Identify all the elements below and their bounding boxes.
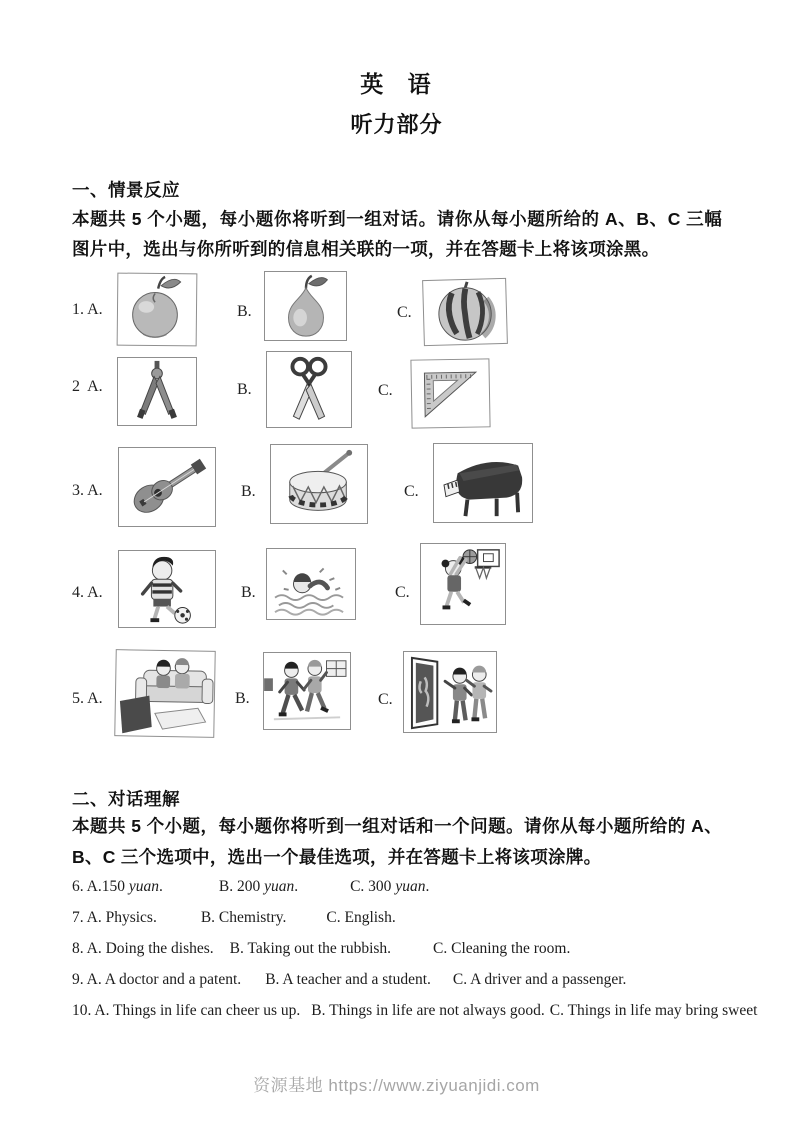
set-square-image — [410, 358, 490, 428]
footer-watermark — [0, 1071, 793, 1096]
question3-option-a-label: 3. A. — [72, 482, 103, 499]
question9-option-b: B. A teacher and a student. — [265, 971, 431, 988]
page-title: 英 语 — [360, 71, 433, 97]
question3-option-b-label: B. — [241, 483, 256, 500]
question-8 — [72, 940, 752, 958]
question10-option-a: 10. A. Things in life can cheer us up. — [72, 1002, 301, 1019]
girl-playing-basketball-image — [420, 543, 506, 625]
question-6 — [72, 878, 752, 896]
picture-question-row-4 — [0, 541, 793, 631]
question-9 — [72, 971, 752, 989]
section1-heading: 一、情景反应 — [72, 180, 180, 200]
question8-option-c: C. Cleaning the room. — [433, 940, 571, 957]
question1-option-b-label: B. — [237, 303, 252, 320]
question9-option-a: 9. A. A doctor and a patent. — [72, 971, 242, 988]
question8-option-a: 8. A. Doing the dishes. — [72, 940, 214, 957]
grand-piano-image — [433, 443, 533, 523]
question5-option-a-label: 5. A. — [72, 690, 103, 707]
children-viewing-picture-image — [403, 651, 497, 733]
child-swimming-image — [266, 548, 356, 620]
question4-option-b-label: B. — [241, 584, 256, 601]
question6-option-a: 6. A.150 yuan. — [72, 878, 163, 895]
question9-option-c: C. A driver and a passenger. — [452, 971, 627, 988]
watermelon-image — [422, 278, 508, 346]
picture-question-row-1 — [0, 271, 793, 351]
question1-option-a-label: 1. A. — [72, 301, 103, 318]
section1-instructions: 本题共 5 个小题，每小题你将听到一组对话。请你从每小题所给的 A、B、C 三幅图片中，选出与你所听到的信息相关联的一项，并在答题卡上将该项涂黑。 — [72, 209, 722, 259]
question3-option-c-label: C. — [404, 483, 419, 500]
question7-option-c: C. English. — [326, 909, 396, 926]
footer-site-name: 资源基地 — [253, 1076, 324, 1095]
section2-instructions: 本题共 5 个小题，每小题你将听到一组对话和一个问题。请你从每小题所给的 A、B、C 三个选项中，选出一个最佳选项，并在答题卡上将该项涂牌。 — [72, 816, 722, 867]
people-watching-tv-image — [114, 649, 216, 738]
picture-question-row-2 — [0, 350, 793, 432]
footer-site-url[interactable]: https://www.ziyuanjidi.com — [328, 1076, 540, 1095]
drawing-compass-image — [117, 357, 197, 426]
question2-option-a-label: 2 A. — [72, 378, 103, 395]
scissors-image — [266, 351, 352, 428]
boy-playing-football-image — [118, 550, 216, 628]
question7-option-a: 7. A. Physics. — [72, 909, 157, 926]
question6-option-c: C. 300 yuan. — [350, 878, 430, 895]
guitar-image — [118, 447, 216, 527]
question4-option-a-label: 4. A. — [72, 584, 103, 601]
question5-option-b-label: B. — [235, 690, 250, 707]
question1-option-c-label: C. — [397, 304, 412, 321]
question10-option-c: C. Things in life may bring sweet — [549, 1002, 758, 1019]
section2-heading: 二、对话理解 — [72, 789, 180, 809]
question6-option-b: B. 200 yuan. — [218, 878, 299, 895]
picture-question-row-3 — [0, 441, 793, 526]
question-10 — [72, 1002, 758, 1020]
picture-question-row-5 — [0, 646, 793, 741]
question4-option-c-label: C. — [395, 584, 410, 601]
question10-option-b: B. Things in life are not always good. — [311, 1002, 545, 1019]
children-walking-image — [263, 652, 351, 730]
question2-option-c-label: C. — [378, 382, 393, 399]
pear-image — [264, 271, 347, 341]
page-subtitle: 听力部分 — [350, 112, 443, 137]
question-7 — [72, 909, 752, 927]
question5-option-c-label: C. — [378, 691, 393, 708]
drum-image — [270, 444, 368, 524]
question2-option-b-label: B. — [237, 381, 252, 398]
question8-option-b: B. Taking out the rubbish. — [229, 940, 392, 957]
apple-image — [117, 273, 198, 347]
question7-option-b: B. Chemistry. — [200, 909, 287, 926]
